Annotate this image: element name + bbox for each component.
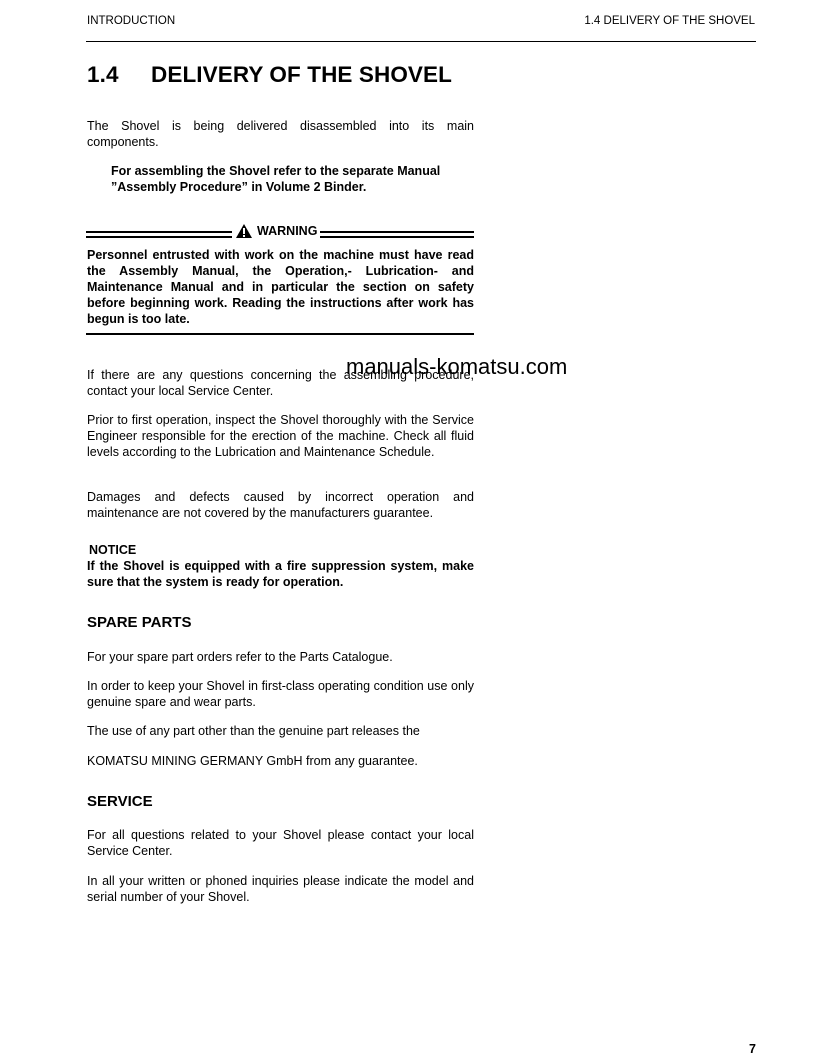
spare-parts-heading: SPARE PARTS [87, 614, 192, 631]
section-number: 1.4 [87, 62, 119, 87]
spare-parts-paragraph-1: For your spare part orders refer to the Parts Catalogue. [87, 650, 393, 664]
service-heading: SERVICE [87, 793, 153, 810]
service-paragraph-1: For all questions related to your Shovel please contact your local Service Center. [87, 828, 474, 858]
warning-text: Personnel entrusted with work on the machine must have read the Assembly Manual, the Operation,- Lubrication- and Maintenance Manual and in particular the section on safety before beginning work. Reading the instructions after work has begun is too late. [87, 248, 474, 326]
notice-text: If the Shovel is equipped with a fire suppression system, make sure that the system is ready for operation. [87, 559, 474, 589]
questions-paragraph: If there are any questions concerning the assembling procedure, contact your local Service Center. [87, 368, 474, 398]
service-paragraph-2: In all your written or phoned inquiries please indicate the model and serial number of your Shovel. [87, 874, 474, 904]
inspection-paragraph: Prior to first operation, inspect the Shovel thoroughly with the Service Engineer responsible for the erection of the machine. Check all fluid levels according to the Lubrication and Maintenance Schedule. [87, 413, 474, 459]
warning-bottom-rule [86, 333, 474, 335]
section-title: DELIVERY OF THE SHOVEL [151, 62, 452, 87]
header-divider [86, 41, 756, 42]
running-header-right: 1.4 DELIVERY OF THE SHOVEL [584, 15, 755, 27]
spare-parts-paragraph-2: In order to keep your Shovel in first-class operating condition use only genuine spare and wear parts. [87, 679, 474, 709]
watermark: manuals-komatsu.com [346, 354, 568, 379]
damages-paragraph: Damages and defects caused by incorrect operation and maintenance are not covered by the manufacturers guarantee. [87, 490, 474, 520]
notice-label: NOTICE [89, 543, 137, 557]
intro-paragraph: The Shovel is being delivered disassembled into its main components. [87, 119, 474, 149]
page-number: 7 [749, 1042, 756, 1056]
warning-header [86, 222, 474, 242]
spare-parts-paragraph-4: KOMATSU MINING GERMANY GmbH from any guarantee. [87, 754, 418, 768]
warning-triangle-icon [235, 223, 253, 239]
page-title [87, 62, 452, 88]
assembly-reference: For assembling the Shovel refer to the separate Manual ”Assembly Procedure” in Volume 2 Binder. [111, 164, 441, 194]
warning-label: WARNING [257, 224, 318, 238]
running-header-left: INTRODUCTION [87, 15, 176, 27]
spare-parts-paragraph-3: The use of any part other than the genuine part releases the [87, 724, 420, 738]
